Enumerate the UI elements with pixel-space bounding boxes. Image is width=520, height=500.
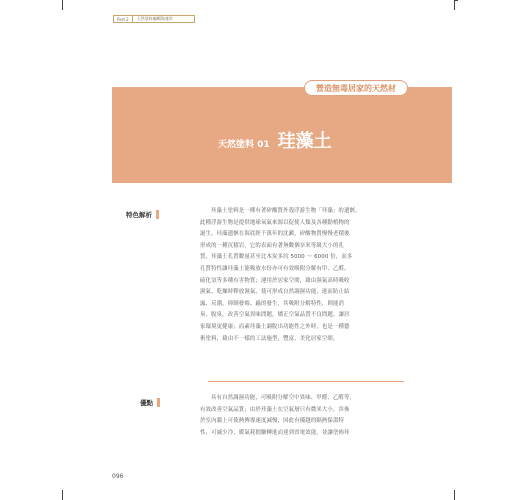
section-label-text: 特色解析 (126, 211, 152, 219)
category-pill: 營造無毒居家的天然材 (304, 80, 408, 96)
label-tick (156, 210, 159, 219)
section-divider (208, 381, 404, 382)
text-line: 家環境更健康；而素珪藻土調脫出功能性之外時，也是一種藝 (200, 323, 350, 330)
section-body-advantages (200, 393, 355, 439)
text-line: 質，珪藻土孔質數量甚至比木炭多約 5000 ～ 6000 倍，而多 (200, 254, 353, 261)
crop-mark (454, 0, 458, 1)
page-title (218, 127, 332, 153)
text-line: 誕生，珪藻遺骸在海底經千萬年的沈澱，矽酸物質慢慢老積後 (200, 231, 350, 238)
crop-mark (62, 0, 63, 10)
text-line: 有效改善空氣品質；由於珪藻土在空氣層只有微米大小，涉佈 (200, 406, 350, 413)
header-chapter: 天然塗料編輯與運用 (136, 16, 173, 21)
text-line: 珪藻土塗料是一種有著矽酸質外殼浮游生物「珪藻」的遺骸， (211, 208, 361, 214)
text-line: 孔質特性讓珪藻土能吸放水份亦可有效吸附分解有甲、乙醛、 (200, 265, 350, 272)
text-line: 於室內牆上可使熱傳導速度減慢，因此有優越的隔熱保溫特 (200, 418, 345, 425)
text-line: 濕氣、乾燥時釋放濕氣，使可形成自然調濕功能，進而防止結 (200, 289, 350, 296)
crop-mark (62, 490, 63, 500)
text-line: 露、反潮，抑制發霉、蟲的發生，其吸附分解特性，則能消 (200, 300, 345, 307)
section-body-features (200, 206, 361, 345)
text-line: 此種浮游生物是提供地球氧氣來源以促使人類及各種動植物的 (200, 219, 350, 226)
title-main: 珪藻土 (277, 131, 332, 152)
title-prefix: 天然塗料 01 (218, 140, 270, 150)
header-part: Part 2 (114, 16, 133, 22)
text-line: 硫化氫等多種有害物質；運用於居家空間，藉由濕氣高時吸收 (200, 277, 350, 284)
label-tick (157, 398, 160, 407)
section-label-text: 優點 (140, 399, 153, 407)
text-line: 具有自然調濕功能，可吸附分解空中異味、甲醛、乙醛等， (211, 395, 356, 401)
page-number: 096 (112, 473, 124, 480)
text-line: 形成的一種沉積岩，它的表面有著無數個奈米等級大小的孔 (200, 242, 345, 249)
section-label-features (126, 210, 159, 219)
text-line: 術塗料，藉由不一樣的工法施型，豐富、美化居家空間。 (200, 335, 339, 342)
crop-mark (454, 0, 455, 10)
running-header (113, 15, 195, 23)
text-line: 性，可減少冷、暖氣耗損賺轉進而達到省電效能，並讓塗佈珪 (200, 429, 350, 436)
text-line: 臭、脫臭，改善空氣異味問題，矯正空氣品質不良問題，讓居 (200, 312, 350, 319)
crop-mark (454, 490, 455, 500)
section-label-advantages (140, 398, 160, 407)
